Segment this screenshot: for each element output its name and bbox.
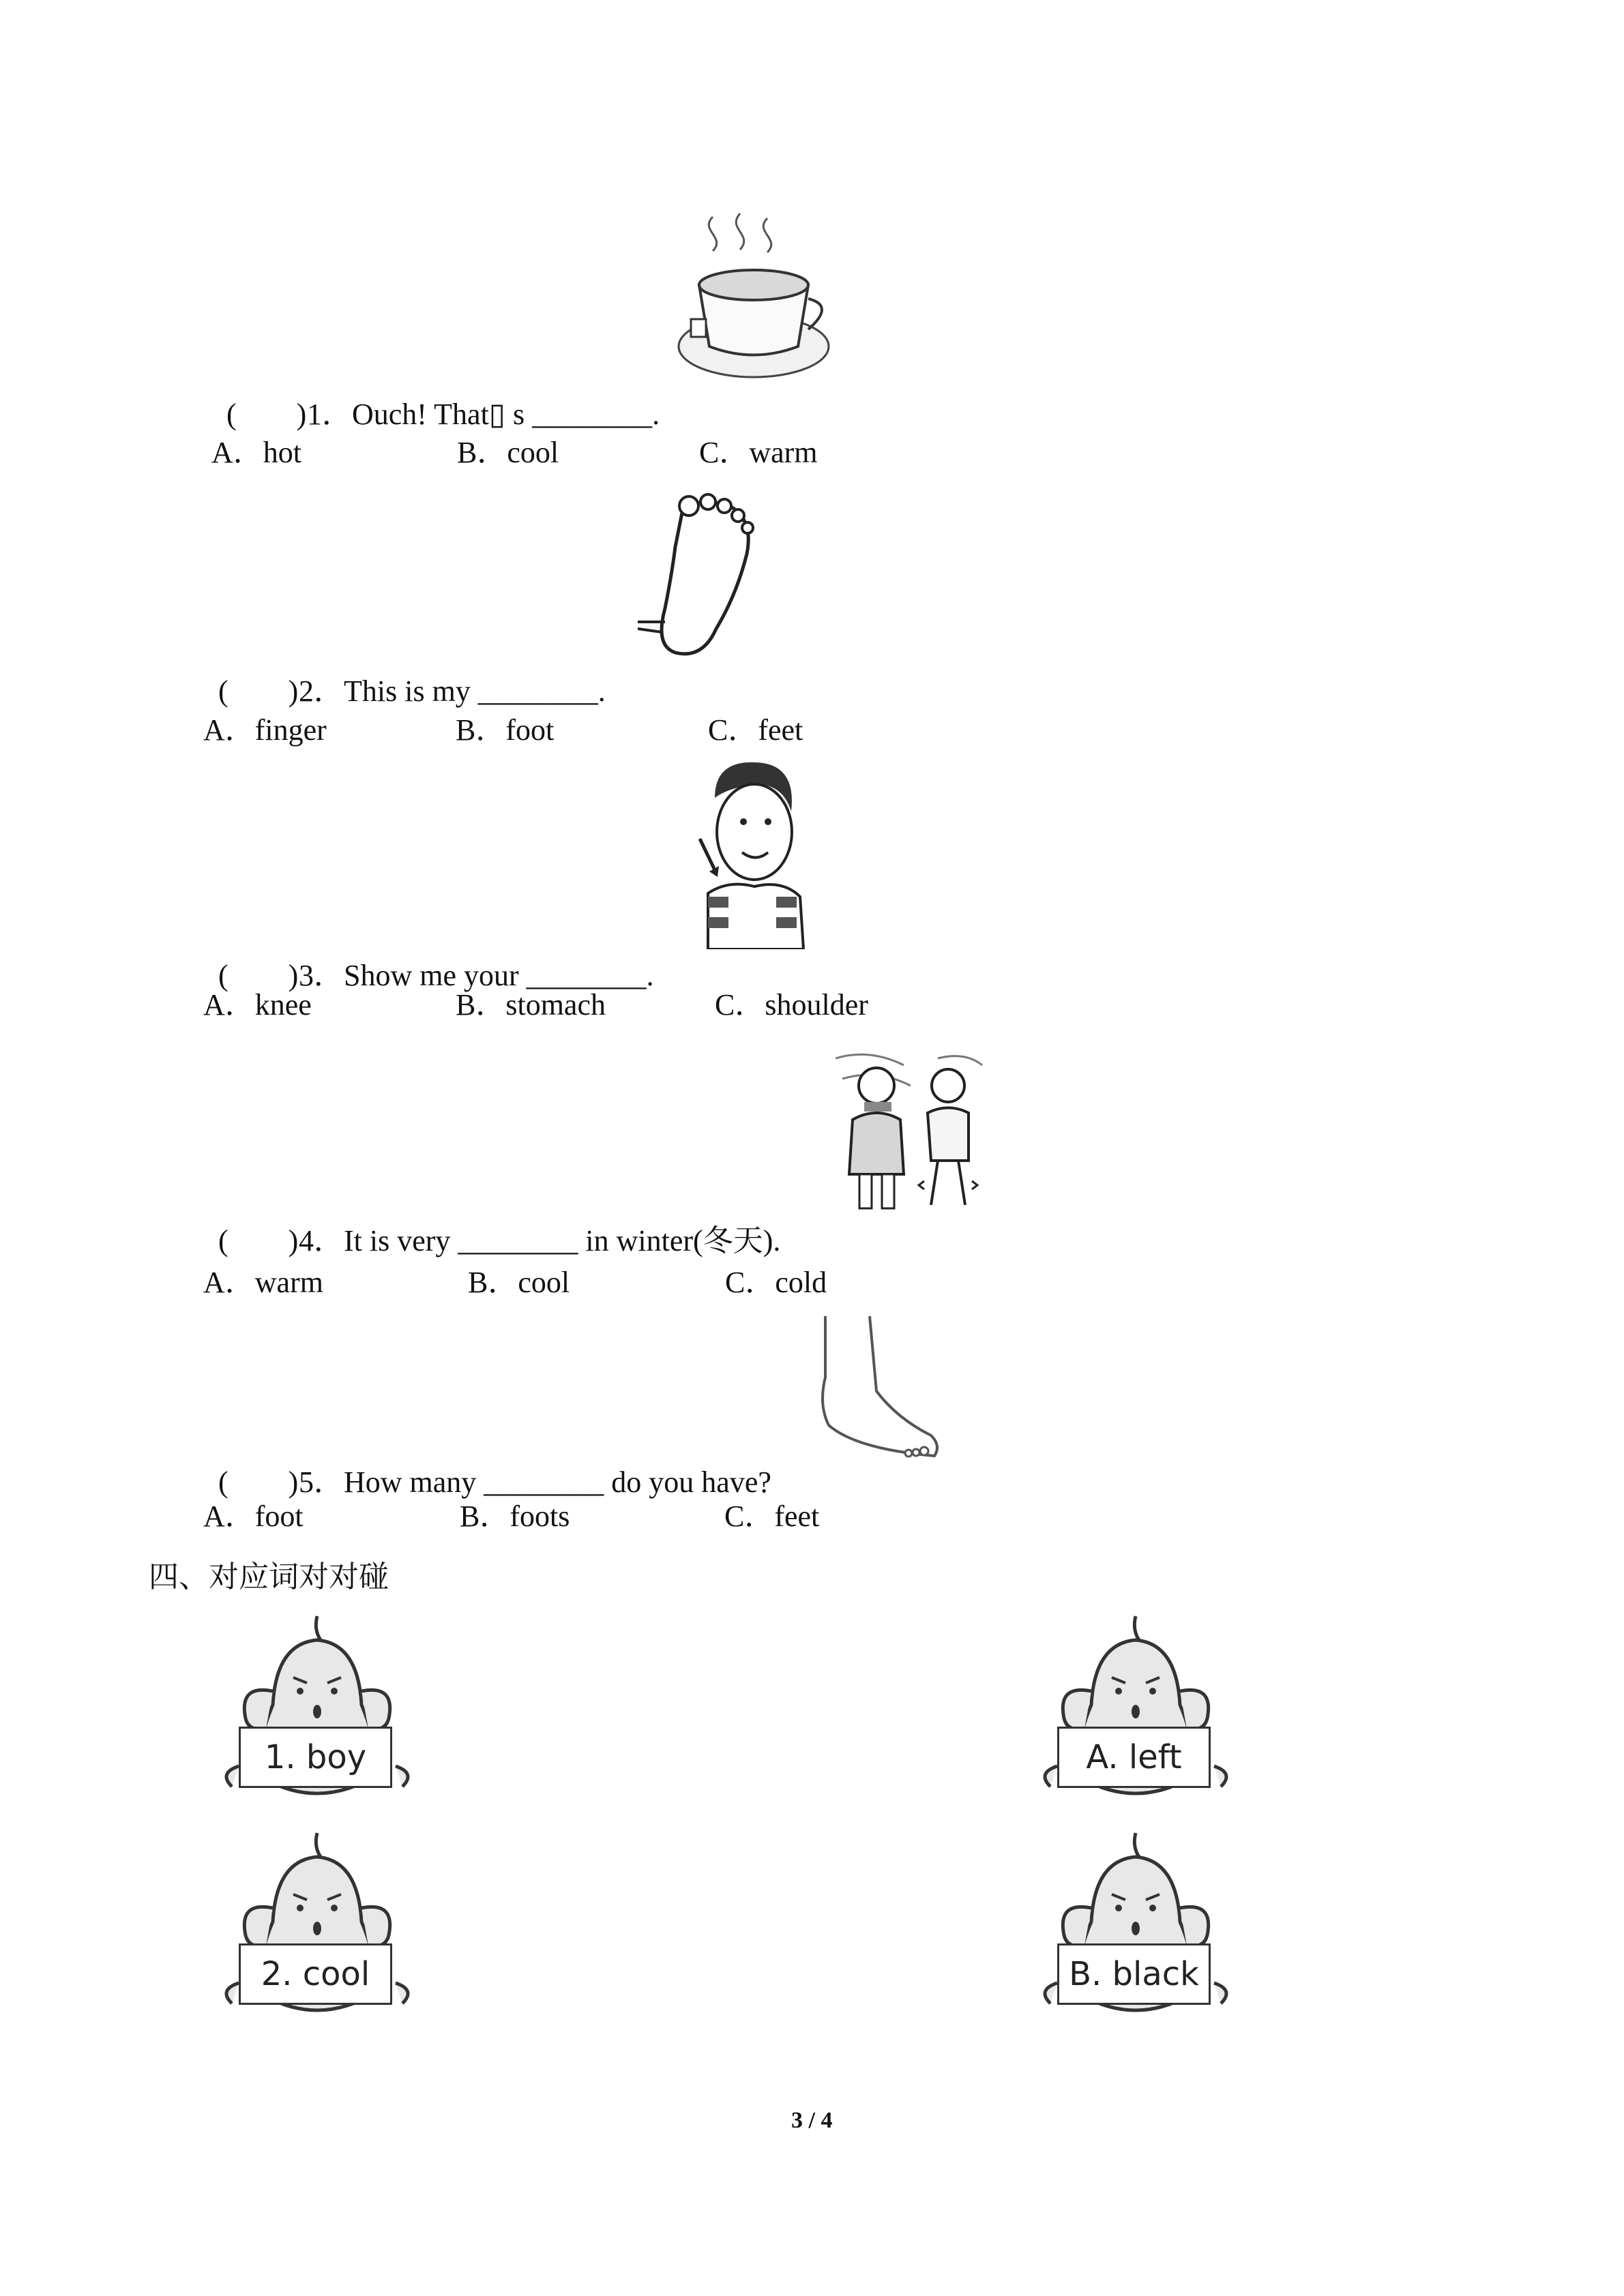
question-5 bbox=[203, 1425, 771, 1502]
option-a[interactable]: A．hot bbox=[211, 436, 301, 469]
option-b[interactable]: B．cool bbox=[457, 436, 559, 469]
question-1 bbox=[211, 357, 660, 434]
option-b[interactable]: B．foot bbox=[456, 713, 555, 747]
option-c[interactable]: C．feet bbox=[708, 713, 803, 747]
option-a[interactable]: A．knee bbox=[203, 988, 312, 1022]
option-a[interactable]: A．foot bbox=[203, 1500, 304, 1533]
card-label: A. left bbox=[1057, 1727, 1211, 1788]
question-text: 1．Ouch! That▯ s ________. bbox=[307, 398, 660, 431]
card-label: 2. cool bbox=[239, 1943, 392, 2005]
question-4 bbox=[203, 1184, 780, 1260]
option-a[interactable]: A．warm bbox=[203, 1266, 323, 1299]
option-b[interactable]: B．cool bbox=[468, 1266, 570, 1299]
option-c[interactable]: C．warm bbox=[699, 436, 818, 469]
option-b[interactable]: B．foots bbox=[460, 1500, 570, 1533]
option-c[interactable]: C．feet bbox=[724, 1500, 820, 1533]
bare-foot-icon bbox=[815, 1316, 945, 1459]
pear-card-1[interactable] bbox=[211, 1609, 423, 1814]
options-1 bbox=[211, 434, 894, 472]
section-four-title: 四、对应词对对碰 bbox=[149, 1560, 389, 1594]
boy-shoulder-icon bbox=[688, 757, 814, 949]
question-2 bbox=[203, 634, 606, 711]
answer-blank[interactable]: ( ) bbox=[218, 959, 299, 992]
question-3 bbox=[203, 919, 654, 995]
answer-blank[interactable]: ( ) bbox=[218, 674, 299, 708]
question-text: 3．Show me your ________. bbox=[299, 959, 654, 992]
answer-blank[interactable]: ( ) bbox=[226, 398, 307, 431]
answer-blank[interactable]: ( ) bbox=[218, 1465, 299, 1499]
question-text: 2．This is my ________. bbox=[299, 674, 606, 708]
question-text: 5．How many ________ do you have? bbox=[299, 1465, 771, 1499]
card-label: B. black bbox=[1057, 1943, 1211, 2005]
answer-blank[interactable]: ( ) bbox=[218, 1224, 299, 1257]
card-label: 1. boy bbox=[239, 1727, 392, 1788]
options-2 bbox=[203, 711, 885, 749]
page-number: 3 / 4 bbox=[791, 2108, 833, 2133]
options-5 bbox=[203, 1497, 885, 1536]
pear-card-2[interactable] bbox=[211, 1826, 423, 2031]
options-4 bbox=[203, 1264, 885, 1302]
options-3 bbox=[203, 986, 954, 1024]
teacup-steam-icon bbox=[672, 210, 836, 389]
option-c[interactable]: C．cold bbox=[725, 1266, 827, 1299]
option-c[interactable]: C．shoulder bbox=[715, 988, 868, 1022]
option-b[interactable]: B．stomach bbox=[456, 988, 606, 1022]
foot-sole-icon bbox=[634, 492, 757, 667]
option-a[interactable]: A．finger bbox=[203, 713, 327, 747]
question-text: 4．It is very ________ in winter(冬天). bbox=[299, 1224, 781, 1257]
pear-card-a[interactable] bbox=[1030, 1609, 1241, 1814]
pear-card-b[interactable] bbox=[1030, 1826, 1241, 2031]
cold-kids-icon bbox=[829, 1045, 986, 1214]
